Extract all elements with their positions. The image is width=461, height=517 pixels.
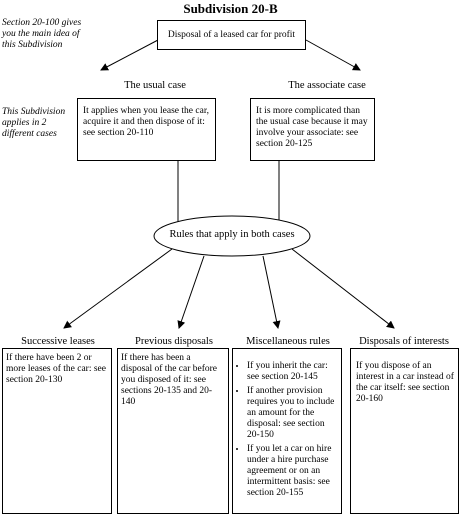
arrow-to-associate-case xyxy=(306,40,360,70)
arrow-to-successive-leases xyxy=(64,249,172,328)
miscellaneous-rules-heading: Miscellaneous rules xyxy=(246,336,330,347)
associate-case-text: It is more complicated than the usual case because it may involve your associate: see section 20-125 xyxy=(256,106,368,149)
arrow-to-disposals-of-interests xyxy=(292,249,394,328)
usual-case-text: It applies when you lease the car, acquire it and then dispose of it: see section 20-110 xyxy=(83,106,209,138)
previous-disposals-text: If there has been a disposal of the car before you disposed of it: see sections 20-135 and 20-140 xyxy=(121,353,218,407)
usual-case-box xyxy=(77,98,216,161)
associate-case-box xyxy=(250,98,375,161)
diagram-title: Subdivision 20-B xyxy=(183,1,278,16)
side-note-two-cases: This Subdivision applies in 2 different cases xyxy=(2,107,66,139)
previous-disposals-heading: Previous disposals xyxy=(135,336,213,347)
usual-case-heading: The usual case xyxy=(124,80,186,91)
arrow-to-usual-case xyxy=(101,40,158,70)
previous-disposals-box xyxy=(117,348,229,514)
arrow-to-previous-disposals xyxy=(179,256,204,328)
side-note-main-idea: Section 20-100 gives you the main idea of this Subdivision xyxy=(2,18,82,50)
disposals-of-interests-box xyxy=(350,348,459,514)
successive-leases-heading: Successive leases xyxy=(21,336,95,347)
miscellaneous-rules-list xyxy=(235,361,337,499)
disposals-of-interests-heading: Disposals of interests xyxy=(359,336,449,347)
list-item: • If another provision requires you to include an amount for the disposal: see section 20-150 xyxy=(247,386,337,441)
list-item: • If you let a car on hire under a hire purchase agreement or on an intermittent basis: see section 20-155 xyxy=(247,444,337,499)
top-box xyxy=(157,20,306,50)
associate-case-heading: The associate case xyxy=(288,80,366,91)
successive-leases-box xyxy=(2,348,112,514)
miscellaneous-rules-box xyxy=(232,348,342,514)
list-item: • If you inherit the car: see section 20-145 xyxy=(247,361,337,383)
arrow-to-miscellaneous-rules xyxy=(263,256,278,328)
disposals-of-interests-text: If you dispose of an interest in a car instead of the car itself: see section 20-160 xyxy=(356,361,454,404)
top-box-text: Disposal of a leased car for profit xyxy=(167,29,296,40)
rules-ellipse-label: Rules that apply in both cases xyxy=(169,229,295,240)
successive-leases-text: If there have been 2 or more leases of the car: see section 20-130 xyxy=(6,353,106,385)
